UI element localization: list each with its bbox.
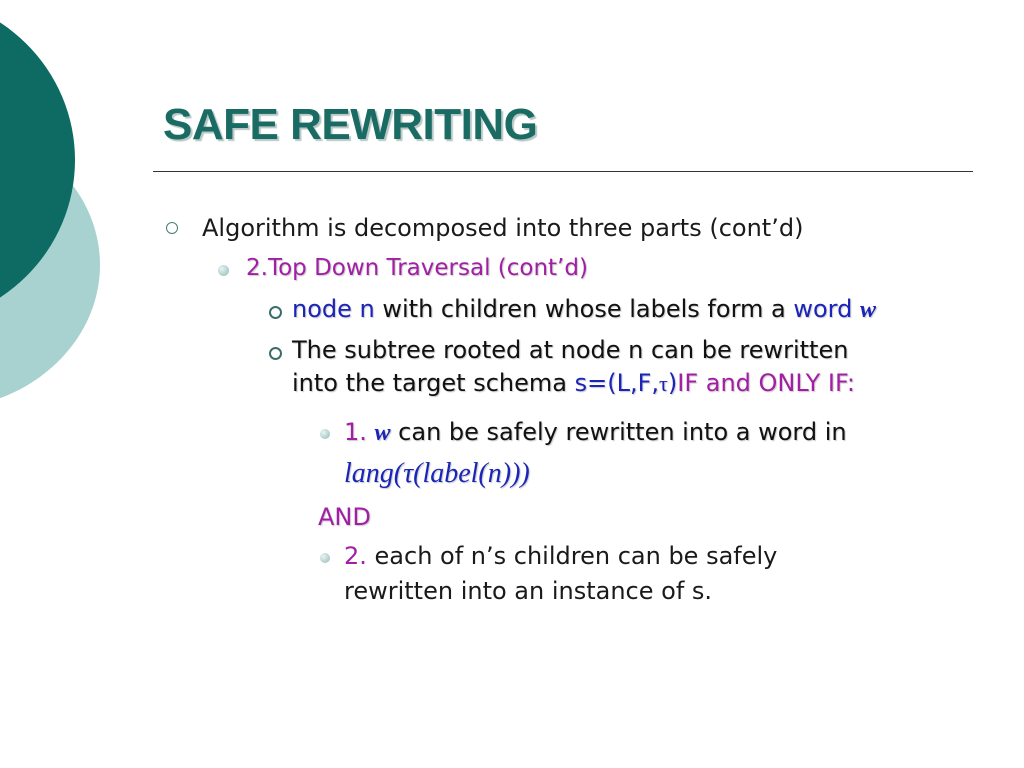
condition2-text: each of n’s children can be safely [366, 542, 778, 570]
ring-bullet-icon [269, 306, 282, 319]
condition1-text: can be safely rewritten into a word in [390, 418, 847, 446]
bullet-level2: 2.Top Down Traversal (cont’d) [246, 255, 588, 281]
w-symbol: w [860, 297, 877, 323]
bullet-level3-subtree-line1: The subtree rooted at node n can be rewritten [292, 336, 849, 364]
children-text: with children whose labels form a [374, 295, 794, 323]
condition2-line1 [344, 542, 777, 570]
w-symbol: w [374, 420, 391, 446]
title-divider [153, 171, 973, 172]
schema-text: s=(L,F, [574, 369, 660, 397]
bullet-level3-subtree-line2 [292, 369, 855, 397]
ring-bullet-icon [166, 222, 178, 234]
schema-close-text: ) [667, 369, 678, 397]
dot-bullet-icon [218, 265, 229, 276]
condition2-number: 2. [344, 542, 367, 570]
tau-symbol: τ [659, 371, 668, 396]
condition1-number: 1. [344, 418, 375, 446]
ring-bullet-icon [269, 347, 282, 360]
bullet-level3-word [292, 295, 876, 324]
dot-bullet-icon [320, 429, 330, 439]
dot-bullet-icon [320, 553, 330, 563]
node-n-text: node n [292, 295, 375, 323]
word-text: word [793, 295, 853, 323]
bullet-level1: Algorithm is decomposed into three parts (cont’d) [202, 214, 804, 242]
and-text: AND [318, 503, 371, 531]
slide-title: SAFE REWRITING [163, 100, 538, 149]
condition1-lang: lang(τ(label(n))) [344, 458, 530, 489]
condition2-line2: rewritten into an instance of s. [344, 577, 713, 605]
schema-intro-text: into the target schema [292, 369, 575, 397]
iff-text: IF and ONLY IF: [677, 369, 855, 397]
condition1-line1 [344, 418, 847, 447]
